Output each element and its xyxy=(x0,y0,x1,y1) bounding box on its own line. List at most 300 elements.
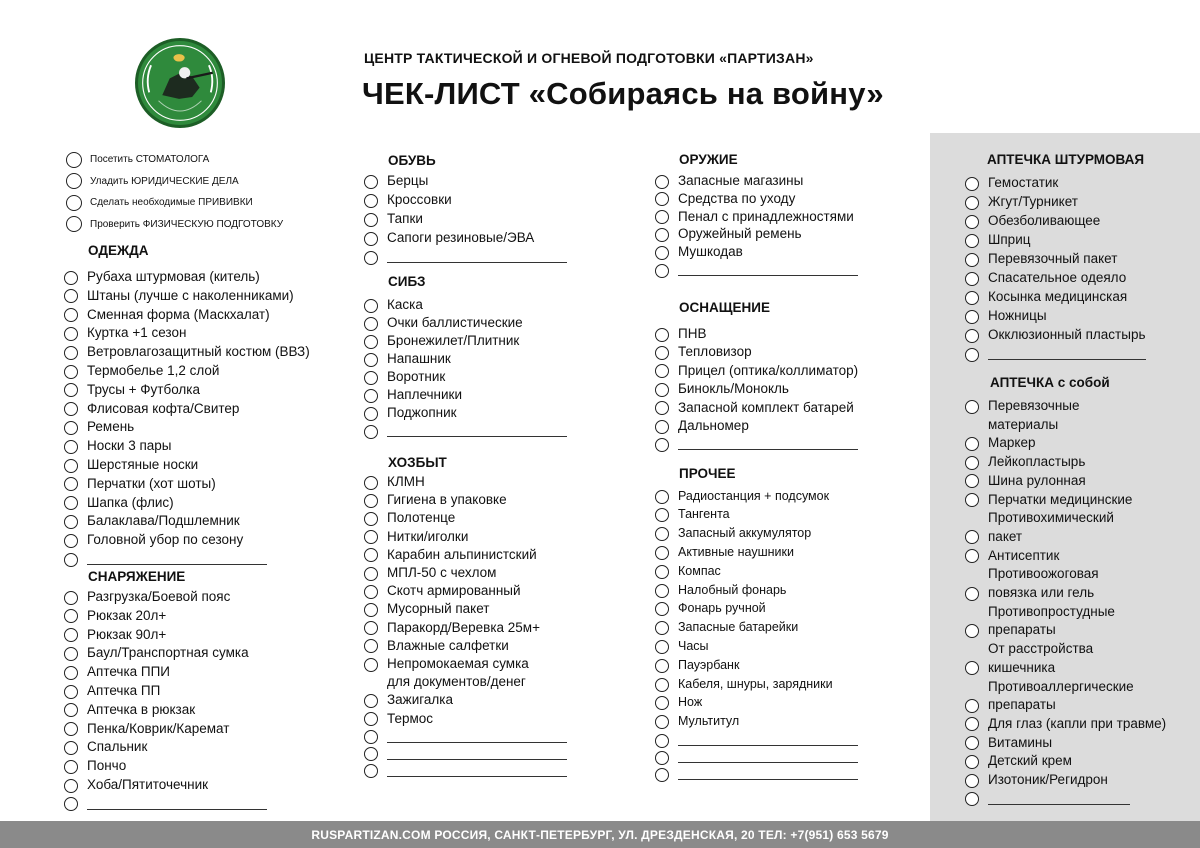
blank-line[interactable] xyxy=(87,809,267,810)
checkbox-circle[interactable] xyxy=(364,585,378,599)
item-label: Наплечники xyxy=(387,387,462,403)
checkbox-circle[interactable] xyxy=(66,195,82,211)
list-item[interactable] xyxy=(655,638,709,655)
checkbox-circle[interactable] xyxy=(364,764,378,778)
blank-entry[interactable] xyxy=(364,763,567,780)
list-item[interactable] xyxy=(965,735,1052,752)
checkbox-circle[interactable] xyxy=(965,215,979,229)
checkbox-circle[interactable] xyxy=(965,493,979,507)
checkbox-circle[interactable] xyxy=(655,527,669,541)
list-item[interactable] xyxy=(655,488,829,505)
checkbox-circle[interactable] xyxy=(655,508,669,522)
checkbox-circle[interactable] xyxy=(965,272,979,286)
item-label: Противоаллергические xyxy=(988,678,1134,694)
list-item[interactable] xyxy=(655,344,752,361)
item-label: Изотоник/Регидрон xyxy=(988,772,1108,788)
item-label: Детский крем xyxy=(988,753,1072,769)
checkbox-circle[interactable] xyxy=(655,175,669,189)
blank-entry[interactable] xyxy=(364,746,567,763)
checkbox-circle[interactable] xyxy=(655,246,669,260)
list-item[interactable] xyxy=(64,438,172,455)
blank-line[interactable] xyxy=(678,275,858,276)
section-title: ОДЕЖДА xyxy=(88,243,149,258)
list-item[interactable] xyxy=(64,589,230,606)
list-item[interactable] xyxy=(965,585,1094,602)
list-item[interactable] xyxy=(364,211,423,228)
checkbox-circle[interactable] xyxy=(364,530,378,544)
blank-entry[interactable] xyxy=(965,346,1146,363)
checkbox-circle[interactable] xyxy=(655,383,669,397)
section-title: ОСНАЩЕНИЕ xyxy=(679,300,770,315)
checkbox-circle[interactable] xyxy=(965,310,979,324)
checkbox-circle[interactable] xyxy=(965,253,979,267)
item-label: Шерстяные носки xyxy=(87,457,199,473)
checkbox-circle[interactable] xyxy=(655,640,669,654)
list-item[interactable] xyxy=(364,656,529,673)
list-item[interactable] xyxy=(64,382,200,399)
list-item[interactable] xyxy=(655,544,794,561)
list-item[interactable] xyxy=(965,251,1117,268)
list-item[interactable] xyxy=(655,381,789,398)
checkbox-circle[interactable] xyxy=(655,734,669,748)
checkbox-circle[interactable] xyxy=(364,335,378,349)
checkbox-circle[interactable] xyxy=(64,534,78,548)
checkbox-circle[interactable] xyxy=(965,661,979,675)
checkbox-circle[interactable] xyxy=(655,264,669,278)
checkbox-circle[interactable] xyxy=(364,194,378,208)
list-item[interactable] xyxy=(655,226,802,243)
item-label: Кабеля, шнуры, зарядники xyxy=(678,676,833,691)
checkbox-circle[interactable] xyxy=(64,722,78,736)
checkbox-circle[interactable] xyxy=(655,192,669,206)
list-item[interactable] xyxy=(655,601,766,618)
pretrip-item[interactable] xyxy=(66,149,283,171)
list-item[interactable] xyxy=(364,474,425,491)
checkbox-circle[interactable] xyxy=(965,177,979,191)
list-item[interactable] xyxy=(64,495,174,512)
list-item[interactable] xyxy=(965,270,1126,287)
list-item[interactable] xyxy=(965,753,1072,770)
blank-line[interactable] xyxy=(87,564,267,565)
list-item[interactable] xyxy=(364,711,433,728)
list-item[interactable] xyxy=(64,419,134,436)
checkbox-circle[interactable] xyxy=(364,658,378,672)
checkbox-circle[interactable] xyxy=(64,496,78,510)
list-item[interactable] xyxy=(655,326,706,343)
checkbox-circle[interactable] xyxy=(965,624,979,638)
list-item xyxy=(965,566,1099,583)
list-item[interactable] xyxy=(655,400,854,417)
item-label: Штаны (лучше с наколенниками) xyxy=(87,287,294,303)
item-label: ПНВ xyxy=(678,326,707,342)
checkbox-circle[interactable] xyxy=(364,512,378,526)
checkbox-circle[interactable] xyxy=(965,400,979,414)
checkbox-circle[interactable] xyxy=(364,548,378,562)
list-item[interactable] xyxy=(655,657,739,674)
blank-line[interactable] xyxy=(678,745,858,746)
checkbox-circle[interactable] xyxy=(64,477,78,491)
item-label: Напашник xyxy=(387,351,451,367)
pretrip-item[interactable] xyxy=(66,214,283,236)
list-item[interactable] xyxy=(965,175,1058,192)
list-item[interactable] xyxy=(364,565,496,582)
checkbox-circle[interactable] xyxy=(364,476,378,490)
list-item[interactable] xyxy=(64,645,249,662)
checkbox-circle[interactable] xyxy=(364,747,378,761)
pretrip-item[interactable] xyxy=(66,171,283,193)
section-title: ХОЗБЫТ xyxy=(388,455,447,470)
checkbox-circle[interactable] xyxy=(364,621,378,635)
checkbox-circle[interactable] xyxy=(655,210,669,224)
checkbox-circle[interactable] xyxy=(64,591,78,605)
list-item[interactable] xyxy=(965,213,1100,230)
checkbox-circle[interactable] xyxy=(655,490,669,504)
list-item[interactable] xyxy=(364,405,457,422)
list-item[interactable] xyxy=(965,473,1086,490)
checkbox-circle[interactable] xyxy=(64,402,78,416)
checkbox-circle[interactable] xyxy=(64,666,78,680)
list-item[interactable] xyxy=(965,529,1022,546)
blank-entry[interactable] xyxy=(655,766,858,783)
list-item[interactable] xyxy=(64,721,229,738)
checkbox-circle[interactable] xyxy=(364,407,378,421)
checkbox-circle[interactable] xyxy=(66,173,82,189)
checkbox-circle[interactable] xyxy=(364,175,378,189)
list-item[interactable] xyxy=(64,307,270,324)
checkbox-circle[interactable] xyxy=(655,659,669,673)
list-item[interactable] xyxy=(64,401,239,418)
list-item[interactable] xyxy=(64,532,243,549)
item-label: Рубаха штурмовая (китель) xyxy=(87,269,260,285)
checkbox-circle[interactable] xyxy=(364,371,378,385)
checkbox-circle[interactable] xyxy=(655,328,669,342)
list-item[interactable] xyxy=(655,714,739,731)
checkbox-circle[interactable] xyxy=(965,329,979,343)
list-item[interactable] xyxy=(64,513,240,530)
list-item[interactable] xyxy=(965,622,1056,639)
item-label: Очки баллистические xyxy=(387,315,523,331)
checkbox-circle[interactable] xyxy=(965,587,979,601)
list-item[interactable] xyxy=(364,547,537,564)
section-title: АПТЕЧКА с собой xyxy=(990,375,1110,390)
list-item[interactable] xyxy=(364,369,445,386)
checkbox-circle[interactable] xyxy=(655,602,669,616)
list-item[interactable] xyxy=(965,660,1055,677)
checkbox-circle[interactable] xyxy=(64,703,78,717)
list-item[interactable] xyxy=(64,269,260,286)
checkbox-circle[interactable] xyxy=(364,213,378,227)
checkbox-circle[interactable] xyxy=(64,647,78,661)
checkbox-circle[interactable] xyxy=(64,289,78,303)
blank-entry[interactable] xyxy=(655,749,858,766)
checkbox-circle[interactable] xyxy=(965,699,979,713)
checkbox-circle[interactable] xyxy=(965,774,979,788)
list-item[interactable] xyxy=(64,288,294,305)
checkbox-circle[interactable] xyxy=(965,456,979,470)
list-item[interactable] xyxy=(965,194,1078,211)
item-label: Воротник xyxy=(387,369,446,385)
section-title: СИБЗ xyxy=(388,274,426,289)
blank-line[interactable] xyxy=(387,262,567,263)
organization-name: ЦЕНТР ТАКТИЧЕСКОЙ И ОГНЕВОЙ ПОДГОТОВКИ «ПАРТИЗАН» xyxy=(364,50,814,66)
item-label: препараты xyxy=(988,622,1056,638)
list-item[interactable] xyxy=(64,344,310,361)
list-item[interactable] xyxy=(64,627,166,644)
item-label: Активные наушники xyxy=(678,545,794,560)
list-item[interactable] xyxy=(655,620,798,637)
blank-entry[interactable] xyxy=(364,729,567,746)
checkbox-circle[interactable] xyxy=(965,348,979,362)
item-label: Балаклава/Подшлемник xyxy=(87,513,240,529)
checkbox-circle[interactable] xyxy=(965,736,979,750)
blank-line[interactable] xyxy=(387,436,567,437)
checkbox-circle[interactable] xyxy=(655,438,669,452)
checkbox-circle[interactable] xyxy=(364,639,378,653)
list-item[interactable] xyxy=(64,476,216,493)
checkbox-circle[interactable] xyxy=(364,694,378,708)
item-label: Мультитул xyxy=(678,714,740,729)
item-label: Окклюзионный пластырь xyxy=(988,327,1146,343)
item-label: Сменная форма (Маскхалат) xyxy=(87,306,270,322)
checkbox-circle[interactable] xyxy=(965,474,979,488)
checkbox-circle[interactable] xyxy=(655,621,669,635)
item-label: Аптечка в рюкзак xyxy=(87,701,196,717)
checkbox-circle[interactable] xyxy=(965,717,979,731)
list-item xyxy=(965,641,1093,658)
item-label: для документов/денег xyxy=(387,674,526,690)
list-item[interactable] xyxy=(965,232,1030,249)
list-item[interactable] xyxy=(655,526,811,543)
blank-line[interactable] xyxy=(387,759,567,760)
list-item[interactable] xyxy=(655,363,858,380)
checkbox-circle[interactable] xyxy=(655,715,669,729)
checkbox-circle[interactable] xyxy=(64,346,78,360)
checkbox-circle[interactable] xyxy=(965,549,979,563)
checkbox-circle[interactable] xyxy=(364,730,378,744)
list-item[interactable] xyxy=(965,289,1127,306)
item-label: Рюкзак 20л+ xyxy=(87,607,167,623)
list-item[interactable] xyxy=(64,777,208,794)
item-label: Термос xyxy=(387,710,434,726)
list-item[interactable] xyxy=(64,363,219,380)
list-item[interactable] xyxy=(965,398,1080,415)
list-item[interactable] xyxy=(364,351,451,368)
checkbox-circle[interactable] xyxy=(364,232,378,246)
checkbox-circle[interactable] xyxy=(364,712,378,726)
checkbox-circle[interactable] xyxy=(64,421,78,435)
checkbox-circle[interactable] xyxy=(655,565,669,579)
checkbox-circle[interactable] xyxy=(655,768,669,782)
blank-line[interactable] xyxy=(387,776,567,777)
blank-entry[interactable] xyxy=(965,791,1130,808)
blank-entry[interactable] xyxy=(364,423,567,440)
item-label: Фонарь ручной xyxy=(678,601,766,616)
list-item[interactable] xyxy=(364,583,521,600)
list-item[interactable] xyxy=(364,192,452,209)
item-label: Бинокль/Монокль xyxy=(678,381,789,397)
checkbox-circle[interactable] xyxy=(64,515,78,529)
list-item[interactable] xyxy=(364,315,523,332)
checkbox-circle[interactable] xyxy=(64,327,78,341)
checkbox-circle[interactable] xyxy=(64,440,78,454)
checkbox-circle[interactable] xyxy=(655,420,669,434)
item-label: Дальномер xyxy=(678,418,749,434)
list-item[interactable] xyxy=(655,244,743,261)
checkbox-circle[interactable] xyxy=(64,383,78,397)
list-item[interactable] xyxy=(64,457,198,474)
checkbox-circle[interactable] xyxy=(655,678,669,692)
checkbox-circle[interactable] xyxy=(64,459,78,473)
checkbox-circle[interactable] xyxy=(64,685,78,699)
list-item[interactable] xyxy=(965,548,1059,565)
list-item[interactable] xyxy=(364,692,453,709)
list-item[interactable] xyxy=(965,454,1085,471)
list-item[interactable] xyxy=(655,563,721,580)
checkbox-circle[interactable] xyxy=(965,437,979,451)
blank-line[interactable] xyxy=(387,742,567,743)
list-item[interactable] xyxy=(364,620,540,637)
list-item[interactable] xyxy=(965,716,1166,733)
checkbox-circle[interactable] xyxy=(965,291,979,305)
checkbox-circle[interactable] xyxy=(655,228,669,242)
checkbox-circle[interactable] xyxy=(655,751,669,765)
blank-line[interactable] xyxy=(678,762,858,763)
list-item[interactable] xyxy=(655,676,833,693)
checkbox-circle[interactable] xyxy=(364,425,378,439)
blank-entry[interactable] xyxy=(655,436,858,453)
checkbox-circle[interactable] xyxy=(965,196,979,210)
list-item[interactable] xyxy=(655,173,803,190)
list-item[interactable] xyxy=(364,230,534,247)
list-item[interactable] xyxy=(64,325,186,342)
item-label: Маркер xyxy=(988,435,1036,451)
pretrip-item[interactable] xyxy=(66,192,283,214)
checkbox-circle[interactable] xyxy=(364,389,378,403)
list-item[interactable] xyxy=(655,191,795,208)
list-item[interactable] xyxy=(655,418,749,435)
list-item[interactable] xyxy=(655,507,730,524)
checkbox-circle[interactable] xyxy=(64,271,78,285)
list-item[interactable] xyxy=(364,638,509,655)
blank-entry[interactable] xyxy=(364,249,567,266)
list-item[interactable] xyxy=(655,209,854,226)
checkbox-circle[interactable] xyxy=(655,364,669,378)
list-item[interactable] xyxy=(364,529,468,546)
item-label: Противопростудные xyxy=(988,603,1115,619)
item-label: Каска xyxy=(387,297,423,313)
item-label: Запасные магазины xyxy=(678,173,804,189)
item-label: Трусы + Футболка xyxy=(87,381,201,397)
blank-line[interactable] xyxy=(988,804,1130,805)
blank-entry[interactable] xyxy=(64,551,267,568)
section-title: ПРОЧЕЕ xyxy=(679,466,736,481)
list-item[interactable] xyxy=(64,683,160,700)
checkbox-circle[interactable] xyxy=(66,152,82,168)
checkbox-circle[interactable] xyxy=(64,760,78,774)
list-item[interactable] xyxy=(364,601,489,618)
checkbox-circle[interactable] xyxy=(655,584,669,598)
item-label: Компас xyxy=(678,563,721,578)
list-item[interactable] xyxy=(364,173,428,190)
list-item[interactable] xyxy=(364,297,423,314)
checkbox-circle[interactable] xyxy=(64,741,78,755)
checkbox-circle[interactable] xyxy=(965,792,979,806)
checkbox-circle[interactable] xyxy=(64,797,78,811)
checkbox-circle[interactable] xyxy=(364,567,378,581)
list-item[interactable] xyxy=(655,695,702,712)
pretrip-list xyxy=(66,149,283,235)
list-item[interactable] xyxy=(965,697,1056,714)
checkbox-circle[interactable] xyxy=(965,755,979,769)
list-item[interactable] xyxy=(64,608,166,625)
list-item[interactable] xyxy=(64,739,147,756)
blank-line[interactable] xyxy=(678,779,858,780)
checkbox-circle[interactable] xyxy=(655,696,669,710)
checkbox-circle[interactable] xyxy=(965,234,979,248)
checkbox-circle[interactable] xyxy=(364,353,378,367)
blank-entry[interactable] xyxy=(64,796,267,813)
list-item[interactable] xyxy=(965,327,1146,344)
item-label: Ветровлагозащитный костюм (ВВЗ) xyxy=(87,344,310,360)
checkbox-circle[interactable] xyxy=(965,530,979,544)
checkbox-circle[interactable] xyxy=(364,299,378,313)
blank-entry[interactable] xyxy=(655,262,858,279)
list-item[interactable] xyxy=(364,387,462,404)
partizan-logo xyxy=(135,38,225,128)
pretrip-label: Уладить ЮРИДИЧЕСКИЕ ДЕЛА xyxy=(90,175,239,187)
item-label: Противоожоговая xyxy=(988,566,1099,582)
blank-line[interactable] xyxy=(678,449,858,450)
item-label: препараты xyxy=(988,697,1056,713)
list-item[interactable] xyxy=(965,492,1132,509)
checkbox-circle[interactable] xyxy=(364,603,378,617)
list-item[interactable] xyxy=(965,435,1036,452)
blank-entry[interactable] xyxy=(655,732,858,749)
list-item[interactable] xyxy=(655,582,786,599)
checkbox-circle[interactable] xyxy=(364,317,378,331)
checkbox-circle[interactable] xyxy=(655,546,669,560)
checkbox-circle[interactable] xyxy=(64,553,78,567)
checkbox-circle[interactable] xyxy=(66,216,82,232)
list-item[interactable] xyxy=(364,510,455,527)
checkbox-circle[interactable] xyxy=(655,401,669,415)
list-item[interactable] xyxy=(364,333,519,350)
item-label: Куртка +1 сезон xyxy=(87,325,187,341)
list-item[interactable] xyxy=(64,664,170,681)
item-label: Ножницы xyxy=(988,308,1047,324)
checkbox-circle[interactable] xyxy=(64,628,78,642)
checkbox-circle[interactable] xyxy=(64,308,78,322)
item-label: Противохимический xyxy=(988,510,1114,526)
checkbox-circle[interactable] xyxy=(364,251,378,265)
item-label: Шина рулонная xyxy=(988,472,1086,488)
list-item[interactable] xyxy=(64,758,126,775)
checkbox-circle[interactable] xyxy=(364,494,378,508)
item-label: кишечника xyxy=(988,659,1056,675)
blank-line[interactable] xyxy=(988,359,1146,360)
list-item[interactable] xyxy=(965,308,1047,325)
item-label: Шприц xyxy=(988,232,1031,248)
checkbox-circle[interactable] xyxy=(655,346,669,360)
list-item[interactable] xyxy=(965,772,1108,789)
list-item[interactable] xyxy=(364,492,507,509)
item-label: Перевязочный пакет xyxy=(988,251,1118,267)
checkbox-circle[interactable] xyxy=(64,779,78,793)
list-item[interactable] xyxy=(64,702,195,719)
item-label: Головной убор по сезону xyxy=(87,532,244,548)
checkbox-circle[interactable] xyxy=(64,365,78,379)
checkbox-circle[interactable] xyxy=(64,609,78,623)
